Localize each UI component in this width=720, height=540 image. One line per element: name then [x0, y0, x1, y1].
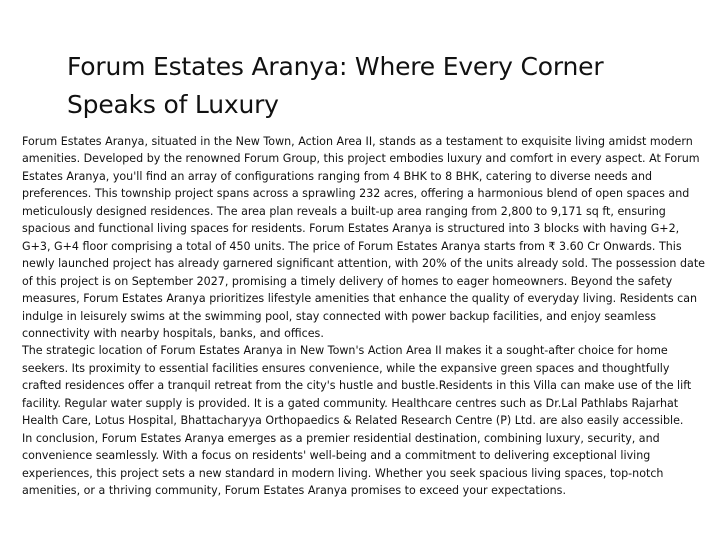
body-text	[22, 133, 706, 500]
paragraph-overview: Forum Estates Aranya, situated in the New Town, Action Area II, stands as a testament to exquisite living amidst modern amenities. Developed by the renowned Forum Group, this project embodies luxury and comfort in every aspect. At Forum Estates Aranya, you'll find an array of configurations ranging from 4 BHK to 8 BHK, catering to diverse needs and preferences. This township project spans across a sprawling 232 acres, offering a harmonious blend of open spaces and meticulously designed residences. The area plan reveals a built-up area ranging from 2,800 to 9,171 sq ft, ensuring spacious and functional living spaces for residents. Forum Estates Aranya is structured into 3 blocks with having G+2, G+3, G+4 floor comprising a total of 450 units. The price of Forum Estates Aranya starts from ₹ 3.60 Cr Onwards. This newly launched project has already garnered significant attention, with 20% of the units already sold. The possession date of this project is on September 2027, promising a timely delivery of homes to eager homeowners. Beyond the safety measures, Forum Estates Aranya prioritizes lifestyle amenities that enhance the quality of everyday living. Residents can indulge in leisurely swims at the swimming pool, stay connected with power backup facilities, and enjoy seamless connectivity with nearby hospitals, banks, and offices.	[22, 135, 706, 340]
page-title: Forum Estates Aranya: Where Every Corner Speaks of Luxury	[67, 52, 604, 119]
paragraph-conclusion: In conclusion, Forum Estates Aranya emerges as a premier residential destination, combining luxury, security, and convenience seamlessly. With a focus on residents' well-being and a commitment to delivering exceptional living experiences, this project sets a new standard in modern living. Whether you seek spacious living spaces, top-notch amenities, or a thriving community, Forum Estates Aranya promises to exceed your expectations.	[22, 431, 664, 498]
paragraph-location: The strategic location of Forum Estates Aranya in New Town's Action Area II makes it a sought-after choice for home seekers. Its proximity to essential facilities ensures convenience, while the expansive green spaces and thoughtfully crafted residences offer a tranquil retreat from the city's hustle and bustle.Residents in this Villa can make use of the lift facility. Regular water supply is provided. It is a gated community. Healthcare centres such as Dr.Lal Pathlabs Rajarhat Health Care, Lotus Hospital, Bhattacharyya Orthopaedics & Related Research Centre (P) Ltd. are also easily accessible.	[22, 344, 692, 428]
